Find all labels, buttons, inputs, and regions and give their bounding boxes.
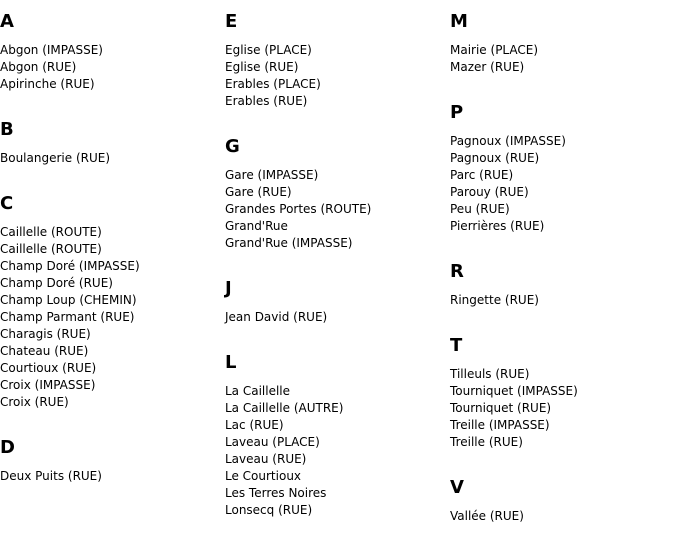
street-item[interactable]: Gare (IMPASSE) bbox=[225, 168, 319, 182]
street-list bbox=[0, 42, 103, 93]
street-list bbox=[450, 366, 578, 451]
street-item[interactable]: Le Courtioux bbox=[225, 469, 302, 483]
section-letter: B bbox=[0, 119, 14, 140]
section-e bbox=[225, 11, 321, 110]
street-item[interactable]: Pagnoux (RUE) bbox=[450, 151, 540, 165]
street-item[interactable]: Mazer (RUE) bbox=[450, 60, 525, 74]
section-b bbox=[0, 119, 110, 167]
street-item[interactable]: Erables (RUE) bbox=[225, 94, 308, 108]
street-item[interactable]: Tourniquet (IMPASSE) bbox=[450, 384, 578, 398]
street-item[interactable]: Abgon (IMPASSE) bbox=[0, 43, 103, 57]
section-t bbox=[450, 335, 578, 451]
section-r bbox=[450, 261, 539, 309]
street-list bbox=[0, 224, 140, 411]
street-item[interactable]: Grandes Portes (ROUTE) bbox=[225, 202, 372, 216]
section-letter: J bbox=[225, 278, 232, 299]
street-list bbox=[0, 468, 102, 485]
section-v bbox=[450, 477, 524, 525]
street-item[interactable]: Tourniquet (RUE) bbox=[450, 401, 552, 415]
street-list bbox=[450, 292, 539, 309]
street-item[interactable]: Erables (PLACE) bbox=[225, 77, 321, 91]
street-item[interactable]: Abgon (RUE) bbox=[0, 60, 77, 74]
street-item[interactable]: Peu (RUE) bbox=[450, 202, 510, 216]
street-item[interactable]: Pierrières (RUE) bbox=[450, 219, 545, 233]
section-letter: T bbox=[450, 335, 463, 356]
street-item[interactable]: Courtioux (RUE) bbox=[0, 361, 97, 375]
street-item[interactable]: Champ Loup (CHEMIN) bbox=[0, 293, 137, 307]
street-item[interactable]: Les Terres Noires bbox=[225, 486, 327, 500]
street-item[interactable]: La Caillelle (AUTRE) bbox=[225, 401, 344, 415]
street-item[interactable]: Treille (IMPASSE) bbox=[450, 418, 550, 432]
street-list bbox=[450, 133, 566, 235]
section-letter: R bbox=[450, 261, 464, 282]
section-l bbox=[225, 352, 343, 519]
street-item[interactable]: Pagnoux (IMPASSE) bbox=[450, 134, 566, 148]
section-g bbox=[225, 136, 371, 252]
section-letter: G bbox=[225, 136, 240, 157]
street-item[interactable]: Laveau (RUE) bbox=[225, 452, 307, 466]
street-item[interactable]: Croix (RUE) bbox=[0, 395, 69, 409]
street-item[interactable]: Vallée (RUE) bbox=[450, 509, 524, 523]
street-item[interactable]: Treille (RUE) bbox=[450, 435, 523, 449]
section-m bbox=[450, 11, 538, 76]
section-letter: V bbox=[450, 477, 464, 498]
street-item[interactable]: Parouy (RUE) bbox=[450, 185, 529, 199]
street-list bbox=[225, 167, 371, 252]
section-letter: D bbox=[0, 437, 15, 458]
street-item[interactable]: Chateau (RUE) bbox=[0, 344, 89, 358]
street-item[interactable]: Mairie (PLACE) bbox=[450, 43, 539, 57]
street-item[interactable]: Parc (RUE) bbox=[450, 168, 514, 182]
street-item[interactable]: Deux Puits (RUE) bbox=[0, 469, 102, 483]
street-list bbox=[225, 383, 343, 519]
section-p bbox=[450, 102, 566, 235]
street-item[interactable]: Tilleuls (RUE) bbox=[450, 367, 530, 381]
section-letter: L bbox=[225, 352, 237, 373]
section-j bbox=[225, 278, 327, 326]
street-item[interactable]: Caillelle (ROUTE) bbox=[0, 242, 102, 256]
street-item[interactable]: Eglise (RUE) bbox=[225, 60, 299, 74]
street-list bbox=[450, 508, 524, 525]
section-c bbox=[0, 193, 140, 411]
street-item[interactable]: Apirinche (RUE) bbox=[0, 77, 95, 91]
street-item[interactable]: Lac (RUE) bbox=[225, 418, 284, 432]
street-item[interactable]: Grand'Rue bbox=[225, 219, 288, 233]
section-d bbox=[0, 437, 102, 485]
street-item[interactable]: Gare (RUE) bbox=[225, 185, 292, 199]
street-item[interactable]: Eglise (PLACE) bbox=[225, 43, 312, 57]
street-item[interactable]: Caillelle (ROUTE) bbox=[0, 225, 102, 239]
street-item[interactable]: Boulangerie (RUE) bbox=[0, 151, 111, 165]
street-list bbox=[0, 150, 110, 167]
section-letter: A bbox=[0, 11, 14, 32]
street-item[interactable]: Champ Doré (RUE) bbox=[0, 276, 113, 290]
section-letter: E bbox=[225, 11, 238, 32]
section-letter: C bbox=[0, 193, 14, 214]
street-item[interactable]: Charagis (RUE) bbox=[0, 327, 91, 341]
street-item[interactable]: Jean David (RUE) bbox=[225, 310, 328, 324]
section-a bbox=[0, 11, 103, 93]
street-item[interactable]: Croix (IMPASSE) bbox=[0, 378, 96, 392]
street-list bbox=[225, 42, 321, 110]
section-letter: M bbox=[450, 11, 468, 32]
street-item[interactable]: Ringette (RUE) bbox=[450, 293, 539, 307]
street-item[interactable]: Champ Doré (IMPASSE) bbox=[0, 259, 140, 273]
street-item[interactable]: La Caillelle bbox=[225, 384, 291, 398]
street-list bbox=[450, 42, 538, 76]
street-item[interactable]: Champ Parmant (RUE) bbox=[0, 310, 135, 324]
section-letter: P bbox=[450, 102, 464, 123]
street-list bbox=[225, 309, 327, 326]
street-item[interactable]: Lonsecq (RUE) bbox=[225, 503, 313, 517]
street-item[interactable]: Laveau (PLACE) bbox=[225, 435, 320, 449]
street-item[interactable]: Grand'Rue (IMPASSE) bbox=[225, 236, 353, 250]
